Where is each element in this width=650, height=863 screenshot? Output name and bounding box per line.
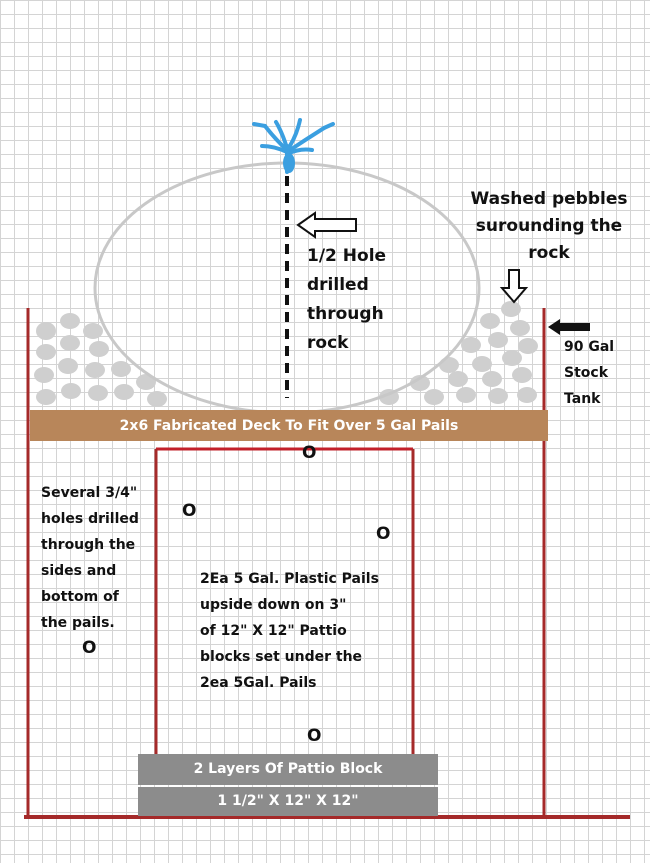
deck-label: 2x6 Fabricated Deck To Fit Over 5 Gal Pails	[119, 418, 459, 434]
holes-label-line: Several 3/4"	[41, 485, 138, 501]
hole-label-line: drilled	[307, 275, 369, 295]
left-arrow-icon	[298, 213, 356, 237]
pails-label-line: of 12" X 12" Pattio	[200, 623, 347, 639]
pails-label-line: 2Ea 5 Gal. Plastic Pails	[200, 571, 379, 587]
tank-label-line: 90 Gal	[564, 339, 615, 355]
tank-label	[564, 334, 614, 412]
hole-marker: O	[376, 524, 391, 544]
tank-label-line: Tank	[564, 391, 601, 407]
pebbles-left	[34, 313, 167, 407]
hole-marker: O	[182, 501, 197, 521]
hole-label-line: 1/2 Hole	[307, 246, 387, 266]
holes-label-line: the pails.	[41, 615, 115, 631]
solid-left-arrow-icon	[548, 319, 590, 335]
holes-label-line: through the	[41, 537, 136, 553]
holes-label-line: sides and	[41, 563, 117, 579]
pebbles-label	[465, 186, 633, 267]
tank-label-line: Stock	[564, 365, 609, 381]
pails-label-line: 2ea 5Gal. Pails	[200, 675, 317, 691]
down-arrow-icon	[502, 270, 526, 302]
holes-label	[41, 480, 139, 636]
pebbles-label-line: rock	[528, 243, 570, 263]
pebbles-label-line: Washed pebbles	[470, 189, 628, 209]
pails-label	[200, 566, 379, 696]
hole-marker: O	[307, 726, 322, 746]
pails-label-line: blocks set under the	[200, 649, 363, 665]
holes-label-line: holes drilled	[41, 511, 139, 527]
hole-marker: O	[82, 638, 97, 658]
hole-label	[307, 242, 386, 358]
pebbles-right	[379, 301, 538, 405]
holes-label-line: bottom of	[41, 589, 119, 605]
pails-label-line: upside down on 3"	[200, 597, 347, 613]
pebbles-label-line: surounding the	[475, 216, 623, 236]
patio-block-label: 2 Layers Of Pattio Block	[193, 761, 383, 777]
hole-label-line: through	[307, 304, 384, 324]
hole-marker: O	[302, 443, 317, 463]
patio-block-size-label: 1 1/2" X 12" X 12"	[217, 793, 359, 809]
hole-label-line: rock	[307, 333, 349, 353]
water-spout	[283, 153, 295, 173]
